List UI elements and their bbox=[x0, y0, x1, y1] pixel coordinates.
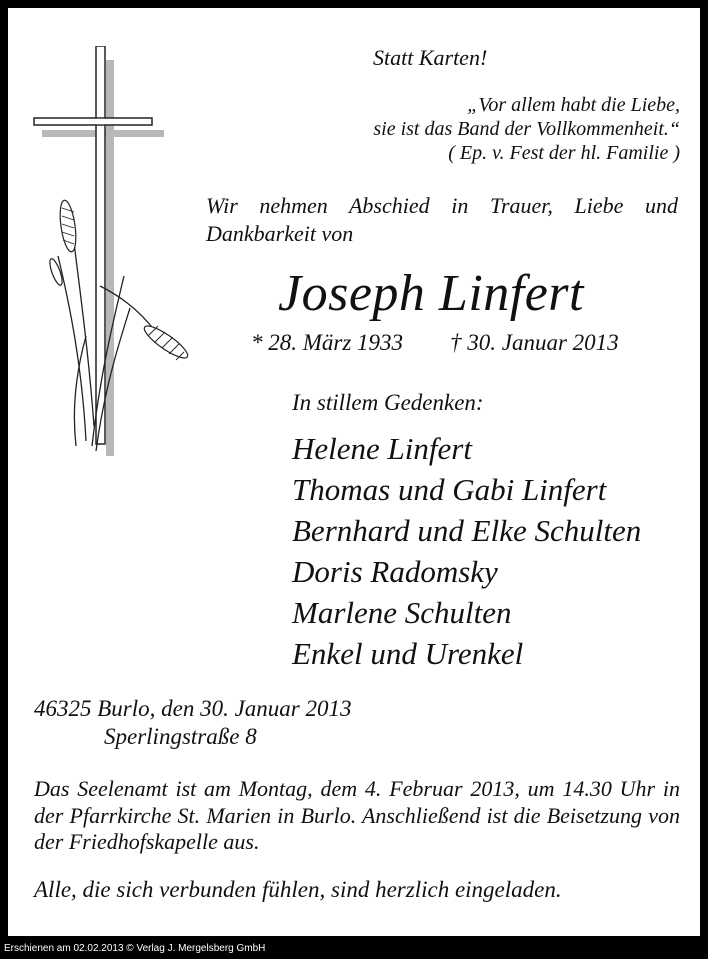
quote-line-2: sie ist das Band der Vollkommenheit.“ bbox=[373, 118, 680, 140]
mourner-item: Enkel und Urenkel bbox=[292, 636, 524, 671]
mourner-item: Marlene Schulten bbox=[292, 595, 512, 630]
invitation-text: Alle, die sich verbunden fühlen, sind herzlich eingeladen. bbox=[34, 877, 562, 902]
deceased-name: Joseph Linfert bbox=[278, 265, 584, 322]
memory-label: In stillem Gedenken: bbox=[292, 390, 484, 415]
cross-with-wheat-icon bbox=[30, 46, 190, 456]
intro-text: Wir nehmen Abschied in Trauer, Liebe und Dankbarkeit von bbox=[206, 193, 678, 246]
mourners-list bbox=[292, 428, 641, 674]
heading-statt-karten: Statt Karten! bbox=[373, 45, 488, 70]
death-date: † 30. Januar 2013 bbox=[450, 330, 619, 355]
mourner-item: Doris Radomsky bbox=[292, 554, 498, 589]
place-and-date: 46325 Burlo, den 30. Januar 2013 bbox=[34, 696, 352, 721]
mourner-item: Bernhard und Elke Schulten bbox=[292, 513, 642, 548]
quote-source: ( Ep. v. Fest der hl. Familie ) bbox=[448, 142, 680, 164]
obituary-card bbox=[8, 8, 700, 936]
quote-line-1: „Vor allem habt die Liebe, bbox=[467, 94, 680, 116]
mourner-item: Helene Linfert bbox=[292, 431, 472, 466]
publication-footer: Erschienen am 02.02.2013 © Verlag J. Mergelsberg GmbH bbox=[4, 943, 266, 954]
service-information: Das Seelenamt ist am Montag, dem 4. Februar 2013, um 14.30 Uhr in der Pfarrkirche St. Marien in Burlo. Anschließend ist die Beisetzung von der Friedhofskapelle aus. bbox=[34, 776, 680, 854]
street-address: Sperlingstraße 8 bbox=[104, 724, 257, 749]
mourner-item: Thomas und Gabi Linfert bbox=[292, 472, 607, 507]
birth-date: * 28. März 1933 bbox=[251, 330, 404, 355]
